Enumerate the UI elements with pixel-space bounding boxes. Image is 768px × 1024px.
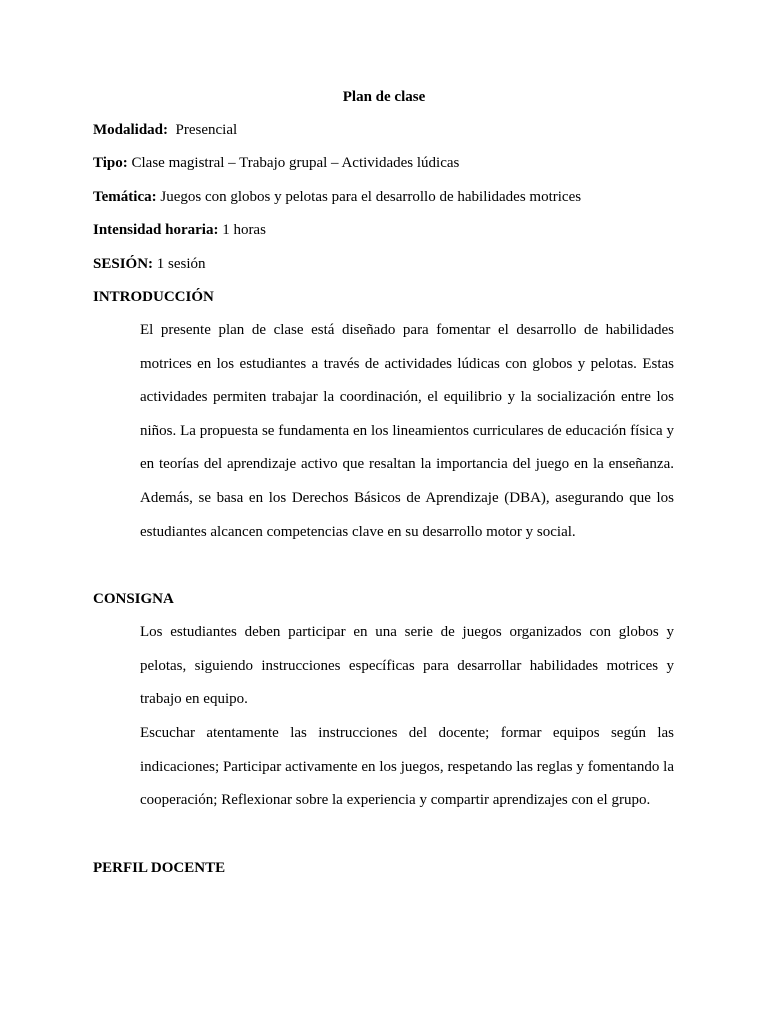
- intensidad-value: 1 horas: [222, 222, 266, 238]
- sesion-value: 1 sesión: [156, 256, 206, 272]
- modalidad-value: Presencial: [175, 122, 238, 138]
- consigna-paragraph-2: Escuchar atentamente las instrucciones del docente; formar equipos según las indicaciones; Participar activamente en los juegos, respetando las reglas y fomentando la cooperación; Reflexionar sobre la experiencia y compartir aprendizajes con el grupo.: [140, 725, 674, 809]
- document-title: Plan de clase: [342, 89, 426, 105]
- tematica-field: [93, 187, 581, 207]
- tipo-value: Clase magistral – Trabajo grupal – Actividades lúdicas: [131, 155, 460, 171]
- tematica-label: Temática:: [93, 189, 157, 205]
- consigna-paragraph-1: Los estudiantes deben participar en una serie de juegos organizados con globos y pelotas, siguiendo instrucciones específicas para desarrollar habilidades motrices y trabajo en equipo.: [140, 624, 674, 708]
- sesion-label: SESIÓN:: [93, 256, 154, 272]
- introduccion-heading: INTRODUCCIÓN: [93, 289, 214, 305]
- intensidad-field: [93, 220, 266, 240]
- tematica-value: Juegos con globos y pelotas para el desarrollo de habilidades motrices: [160, 189, 582, 205]
- modalidad-label: Modalidad:: [93, 122, 169, 138]
- intensidad-label: Intensidad horaria:: [93, 222, 219, 238]
- modalidad-field: [93, 120, 237, 140]
- tipo-label: Tipo:: [93, 155, 128, 171]
- tipo-field: [93, 153, 459, 173]
- consigna-heading: CONSIGNA: [93, 591, 174, 607]
- introduccion-paragraph: El presente plan de clase está diseñado para fomentar el desarrollo de habilidades motrices en los estudiantes a través de actividades lúdicas con globos y pelotas. Estas actividades permiten trabajar la coordinación, el equilibrio y la socialización entre los niños. La propuesta se fundamenta en los lineamientos curriculares de educación física y en teorías del aprendizaje activo que resaltan la importancia del juego en la enseñanza. Además, se basa en los Derechos Básicos de Aprendizaje (DBA), asegurando que los estudiantes alcancen competencias clave en su desarrollo motor y social.: [140, 322, 674, 540]
- sesion-field: [93, 254, 206, 274]
- perfil-docente-heading: PERFIL DOCENTE: [93, 860, 226, 876]
